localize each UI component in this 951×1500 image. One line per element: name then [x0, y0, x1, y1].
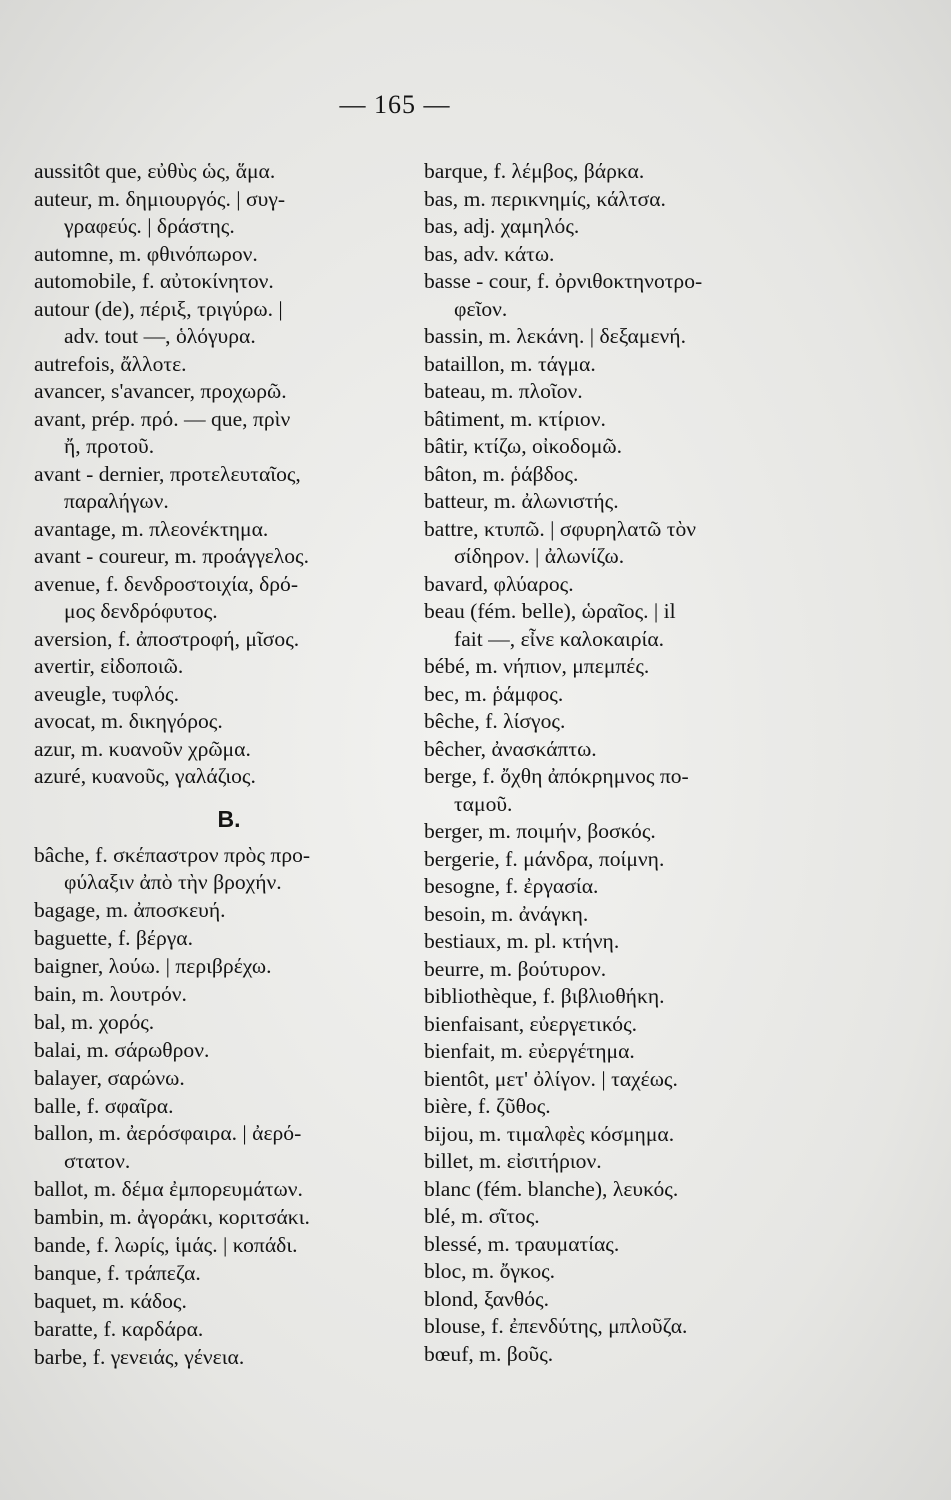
entry-continuation-line: φύλαξιν ἀπὸ τὴν βροχήν.: [64, 870, 282, 895]
dictionary-entry-line: bagage, m. ἀποσκευή.: [34, 898, 226, 923]
entry-continuation-line: στατον.: [64, 1149, 131, 1174]
entry-continuation-line: fait —, εἶνε καλοκαιρία.: [454, 626, 665, 651]
dictionary-entry-line: blessé, m. τραυματίας.: [424, 1231, 620, 1256]
dictionary-entry-line: besogne, f. ἐργασία.: [424, 874, 599, 898]
dictionary-entry-line: avocat, m. δικηγόρος.: [34, 709, 223, 733]
dictionary-entry-line: avancer, s'avancer, προχωρῶ.: [34, 379, 287, 403]
dictionary-entry-line: bâtiment, m. κτίριον.: [424, 406, 606, 431]
dictionary-entry-line: bavard, φλύαρος.: [424, 571, 574, 596]
dictionary-entry-line: azur, m. κυανοῦν χρῶμα.: [34, 736, 251, 761]
dictionary-entry-line: azuré, κυανοῦς, γαλάζιος.: [34, 764, 256, 788]
dictionary-entry-line: avenue, f. δενδροστοιχία, δρό-: [34, 571, 299, 596]
dictionary-entry-line: bateau, m. πλοῖον.: [424, 379, 583, 403]
entry-continuation-line: adv. tout —, ὁλόγυρα.: [64, 324, 256, 348]
dictionary-entry-line: auteur, m. δημιουργός. | συγ-: [34, 186, 286, 211]
dictionary-entry-line: baigner, λούω. | περιβρέχω.: [34, 954, 272, 979]
dictionary-entry-line: blouse, f. ἐπενδύτης, μπλοῦζα.: [424, 1314, 688, 1338]
dictionary-entry-line: bataillon, m. τάγμα.: [424, 351, 596, 376]
dictionary-entry-line: autrefois, ἄλλοτε.: [34, 351, 187, 376]
dictionary-entry-line: bâton, m. ῥάβδος.: [424, 461, 579, 486]
dictionary-entry-line: bijou, m. τιμαλφὲς κόσμημα.: [424, 1121, 675, 1146]
dictionary-entry-line: beurre, m. βούτυρον.: [424, 956, 607, 981]
entry-continuation-line: παραλήγων.: [64, 489, 169, 513]
dictionary-entry-line: bestiaux, m. pl. κτήνη.: [424, 929, 620, 953]
section-heading-b: B.: [217, 805, 241, 832]
dictionary-entry-line: batteur, m. ἀλωνιστής.: [424, 489, 619, 513]
dictionary-entry-line: blond, ξανθός.: [424, 1286, 549, 1311]
dictionary-entry-line: avant - dernier, προτελευταῖος,: [34, 461, 301, 486]
dictionary-entry-line: blé, m. σῖτος.: [424, 1204, 540, 1228]
left-column: [34, 158, 414, 1371]
dictionary-entry-line: bâche, f. σκέπαστρον πρὸς προ-: [34, 842, 311, 867]
dictionary-entry-line: avant, prép. πρό. — que, πρὶν: [34, 406, 291, 431]
dictionary-entry-line: autour (de), πέριξ, τριγύρω. |: [34, 296, 283, 321]
dictionary-entry-line: besoin, m. ἀνάγκη.: [424, 901, 589, 926]
dictionary-entry-line: blanc (fém. blanche), λευκός.: [424, 1176, 679, 1201]
dictionary-entry-line: barbe, f. γενειάς, γένεια.: [34, 1344, 245, 1369]
dictionary-entry-line: beau (fém. belle), ὡραῖος. | il: [424, 599, 676, 623]
entry-continuation-line: ταμοῦ.: [454, 791, 513, 816]
entry-continuation-line: σίδηρον. | ἀλωνίζω.: [454, 544, 625, 568]
dictionary-entry-line: baquet, m. κάδος.: [34, 1288, 187, 1313]
dictionary-entry-line: balayer, σαρώνω.: [34, 1065, 185, 1090]
dictionary-entry-line: aversion, f. ἀποστροφή, μῖσος.: [34, 626, 300, 651]
dictionary-entry-line: bébé, m. νήπιον, μπεμπές.: [424, 654, 650, 678]
dictionary-entry-line: balle, f. σφαῖρα.: [34, 1093, 174, 1118]
dictionary-entry-line: battre, κτυπῶ. | σφυρηλατῶ τὸν: [424, 516, 697, 541]
dictionary-entry-line: bande, f. λωρίς, ἱμάς. | κοπάδι.: [34, 1232, 298, 1257]
dictionary-entry-line: bœuf, m. βοῦς.: [424, 1341, 554, 1366]
entry-continuation-line: φεῖον.: [454, 296, 508, 321]
left-entries-b: [34, 842, 414, 1372]
dictionary-entry-line: ballon, m. ἀερόσφαιρα. | ἀερό-: [34, 1121, 302, 1146]
entry-continuation-line: γραφεύς. | δράστης.: [64, 214, 235, 238]
dictionary-entry-line: bientôt, μετ' ὀλίγον. | ταχέως.: [424, 1066, 678, 1091]
dictionary-entry-line: berger, m. ποιμήν, βοσκός.: [424, 819, 656, 843]
right-column: [424, 158, 794, 1368]
dictionary-entry-line: bas, adv. κάτω.: [424, 241, 555, 266]
dictionary-entry-line: bal, m. χορός.: [34, 1009, 155, 1034]
dictionary-entry-line: billet, m. εἰσιτήριον.: [424, 1149, 602, 1173]
dictionary-entry-line: bain, m. λουτρόν.: [34, 981, 187, 1006]
dictionary-entry-line: berge, f. ὄχθη ἀπόκρημνος πο-: [424, 764, 689, 788]
dictionary-entry-line: automobile, f. αὐτοκίνητον.: [34, 269, 274, 293]
dictionary-entry-line: balai, m. σάρωθρον.: [34, 1037, 210, 1062]
dictionary-entry-line: bergerie, f. μάνδρα, ποίμνη.: [424, 846, 665, 871]
dictionary-entry-line: bêcher, ἀνασκάπτω.: [424, 736, 597, 761]
dictionary-entry-line: bière, f. ζῦθος.: [424, 1094, 551, 1118]
dictionary-entry-line: bec, m. ῥάμφος.: [424, 681, 564, 706]
dictionary-entry-line: avantage, m. πλεονέκτημα.: [34, 516, 269, 541]
dictionary-entry-line: bêche, f. λίσγος.: [424, 709, 566, 733]
dictionary-entry-line: avertir, εἰδοποιῶ.: [34, 654, 184, 678]
right-entries: [424, 158, 794, 1368]
dictionary-entry-line: automne, m. φθινόπωρον.: [34, 241, 258, 266]
dictionary-entry-line: bas, m. περικνημίς, κάλτσα.: [424, 186, 666, 211]
dictionary-entry-line: bas, adj. χαμηλός.: [424, 214, 580, 238]
dictionary-entry-line: ballot, m. δέμα ἐμπορευμάτων.: [34, 1177, 303, 1202]
dictionary-entry-line: banque, f. τράπεζα.: [34, 1260, 201, 1285]
page-number: — 165 —: [339, 90, 451, 119]
dictionary-entry-line: basse - cour, f. ὀρνιθοκτηνοτρο-: [424, 269, 703, 293]
dictionary-entry-line: bibliothèque, f. βιβλιοθήκη.: [424, 984, 665, 1008]
dictionary-entry-line: aveugle, τυφλός.: [34, 681, 179, 706]
dictionary-entry-line: bloc, m. ὄγκος.: [424, 1259, 556, 1283]
dictionary-entry-line: barque, f. λέμβος, βάρκα.: [424, 159, 645, 183]
dictionary-entry-line: bienfait, m. εὐεργέτημα.: [424, 1039, 635, 1063]
dictionary-entry-line: bambin, m. ἀγοράκι, κοριτσάκι.: [34, 1205, 310, 1230]
entry-continuation-line: ἤ, προτοῦ.: [64, 434, 155, 458]
dictionary-entry-line: bassin, m. λεκάνη. | δεξαμενή.: [424, 324, 686, 348]
dictionary-entry-line: bâtir, κτίζω, οἰκοδομῶ.: [424, 434, 623, 458]
dictionary-entry-line: aussitôt que, εὐθὺς ὡς, ἅμα.: [34, 159, 276, 183]
dictionary-entry-line: baguette, f. βέργα.: [34, 926, 194, 951]
dictionary-entry-line: bienfaisant, εὐεργετικός.: [424, 1011, 638, 1036]
dictionary-entry-line: baratte, f. καρδάρα.: [34, 1316, 204, 1341]
left-entries-a: [34, 158, 414, 791]
dictionary-entry-line: avant - coureur, m. προάγγελος.: [34, 544, 310, 568]
entry-continuation-line: μος δενδρόφυτος.: [64, 599, 218, 623]
